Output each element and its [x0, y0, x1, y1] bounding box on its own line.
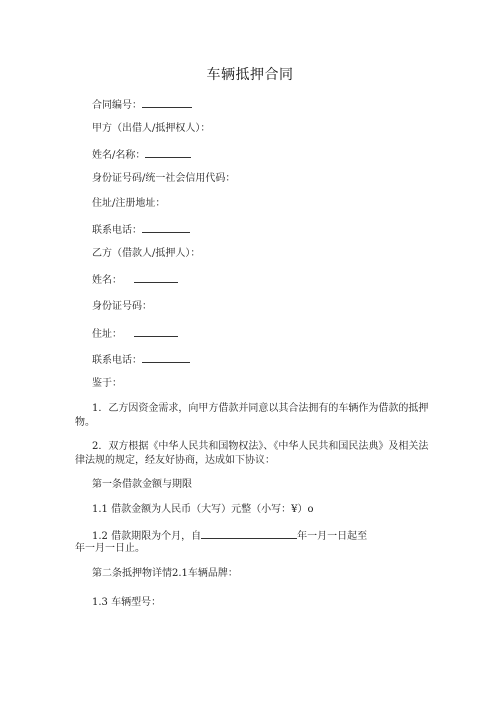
item-1-2-end: 年一月一日止。 [75, 543, 145, 554]
clause-1-paragraph: 1．乙方因资金需求，向甲方借款并同意以其合法拥有的车辆作为借款的抵押物。 [75, 403, 429, 428]
party-b-heading: 乙方（借款人/抵押人）： [92, 248, 201, 259]
clause-2-paragraph: 2．双方根据《中华人民共和国物权法》、《中华人民共和国民法典》及相关法律法规的规定，经友好协商，达成如下协议： [75, 441, 429, 466]
contract-number-line [92, 97, 192, 113]
party-b-phone-blank [142, 352, 190, 363]
article-2-heading: 第二条抵押物详情2.1车辆品牌： [92, 568, 238, 579]
party-b-name-label: 姓名： [92, 275, 122, 286]
item-1-2-start-suffix: 年一月一日起至 [297, 531, 368, 542]
contract-number-label: 合同编号： [92, 100, 142, 111]
party-a-phone-label: 联系电话： [92, 225, 142, 236]
party-a-name-label: 姓名/名称： [92, 150, 146, 161]
party-a-name-blank [145, 147, 191, 158]
item-1-3: 1.3 车辆型号： [92, 597, 162, 608]
party-b-name-blank [134, 272, 178, 283]
party-a-phone-blank [142, 222, 190, 233]
party-b-address-line [92, 326, 178, 342]
item-1-1: 1.1 借款金额为人民币（大写）元整（小写：¥）o [92, 504, 314, 515]
party-a-heading: 甲方（出借人/抵押权人）： [92, 123, 211, 134]
party-b-phone-label: 联系电话： [92, 355, 142, 366]
party-a-id-label: 身份证号码/统一社会信用代码： [92, 173, 236, 184]
party-b-id-label: 身份证号码： [92, 301, 152, 312]
party-b-address-label: 住址： [92, 329, 122, 340]
party-a-name-line [92, 147, 191, 163]
party-b-phone-line [92, 352, 190, 368]
loan-start-blank [201, 528, 297, 539]
item-1-2-text: 1.2 借款期限为个月，自 [92, 531, 202, 542]
party-a-phone-line [92, 222, 190, 238]
party-a-address-label: 住址/注册地址： [92, 198, 166, 209]
contract-number-blank [142, 97, 192, 108]
document-title: 车辆抵押合同 [206, 67, 294, 83]
article-1-heading: 第一条借款金额与期限 [92, 479, 192, 490]
party-b-address-blank [134, 326, 178, 337]
party-b-name-line [92, 272, 178, 288]
whereas-label: 鉴于： [92, 378, 122, 389]
